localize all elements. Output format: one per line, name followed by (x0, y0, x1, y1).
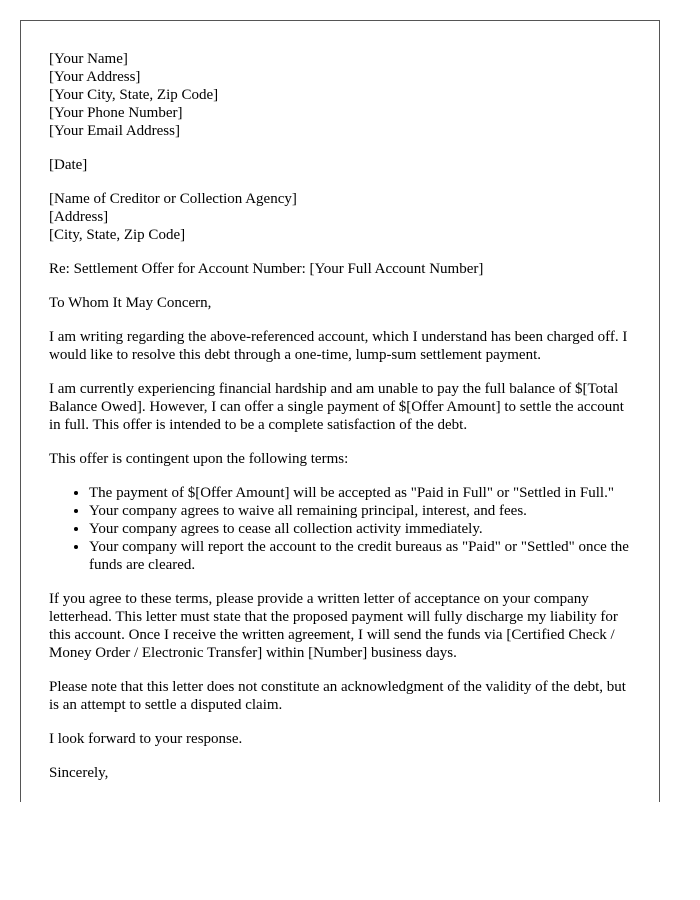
term-item: • Your company agrees to waive all remaining principal, interest, and fees. (89, 502, 631, 520)
paragraph-terms-intro: This offer is contingent upon the following terms: (49, 451, 349, 467)
paragraph-intro: I am writing regarding the above-referenced account, which I understand has been charged off. I would like to resolve this debt through a one-time, lump-sum settlement payment. (49, 329, 628, 363)
recipient-block (49, 190, 631, 244)
sender-address: [Your Address] (49, 69, 141, 85)
sender-email: [Your Email Address] (49, 123, 180, 139)
paragraph-hardship: I am currently experiencing financial hardship and am unable to pay the full balance of $[Total Balance Owed]. However, I can offer a single payment of $[Offer Amount] to settle the account in full. This offer is intended to be a complete satisfaction of the debt. (49, 381, 624, 433)
terms-list (49, 484, 631, 574)
term-item: • Your company will report the account to the credit bureaus as "Paid" or "Settled" once the funds are cleared. (89, 538, 631, 574)
sender-block (49, 50, 631, 140)
paragraph-acceptance: If you agree to these terms, please provide a written letter of acceptance on your company letterhead. This letter must state that the proposed payment will fully discharge my liability for this account. Once I receive the written agreement, I will send the funds via [Certified Check / Money Order / Electronic Transfer] within [Number] business days. (49, 591, 618, 661)
recipient-address: [Address] (49, 209, 109, 225)
paragraph-disclaimer: Please note that this letter does not constitute an acknowledgment of the validity of the debt, but is an attempt to settle a disputed claim. (49, 679, 626, 713)
signoff: Sincerely, (49, 765, 109, 781)
letter-content (49, 50, 631, 798)
recipient-city-state-zip: [City, State, Zip Code] (49, 227, 186, 243)
letter-date: [Date] (49, 157, 88, 173)
letter-page (20, 20, 660, 802)
salutation: To Whom It May Concern, (49, 295, 212, 311)
recipient-name: [Name of Creditor or Collection Agency] (49, 191, 297, 207)
paragraph-look-forward: I look forward to your response. (49, 731, 243, 747)
term-item: • Your company agrees to cease all collection activity immediately. (89, 520, 631, 538)
sender-phone: [Your Phone Number] (49, 105, 183, 121)
subject-line: Re: Settlement Offer for Account Number: [Your Full Account Number] (49, 261, 484, 277)
term-item: • The payment of $[Offer Amount] will be accepted as "Paid in Full" or "Settled in Full." (89, 484, 631, 502)
sender-city-state-zip: [Your City, State, Zip Code] (49, 87, 219, 103)
sender-name: [Your Name] (49, 51, 128, 67)
